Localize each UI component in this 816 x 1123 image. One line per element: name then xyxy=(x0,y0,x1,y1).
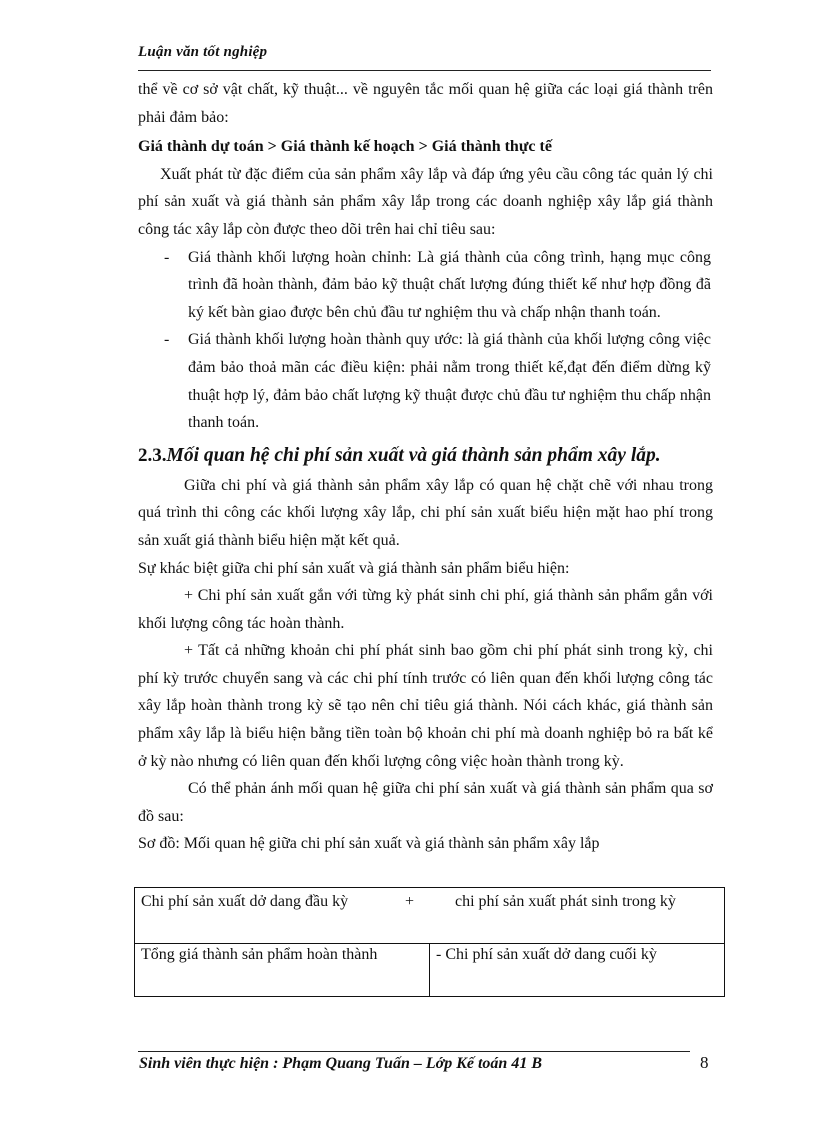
paragraph-relation: Giữa chi phí và giá thành sản phẩm xây lắp có quan hệ chặt chẽ với nhau trong quá trình thi công các khối lượng xây lắp, chi phí sản xuất biểu hiện mặt hao phí trong sản xuất giá thành biểu hiện mặt kết quả. xyxy=(138,476,713,549)
list-item-text: Giá thành khối lượng hoàn chỉnh: Là giá thành của công trình, hạng mục công trình đã hoàn thành, đảm bảo kỹ thuật chất lượng đúng thiết kế như hợp đồng đã ký kết bàn giao được bên chủ đầu tư nghiệm thu và chấp nhận thanh toán. xyxy=(188,248,711,321)
footer-author-line: Sinh viên thực hiện : Phạm Quang Tuấn – Lớp Kế toán 41 B xyxy=(139,1055,542,1072)
list-item xyxy=(138,244,713,327)
diagram-closing-wip-cost: - Chi phí sản xuất dở dang cuối kỳ xyxy=(436,946,657,963)
document-body xyxy=(138,76,713,858)
cost-relation-diagram xyxy=(134,887,725,997)
header-divider xyxy=(138,70,711,71)
diagram-total-cost: Tổng giá thành sản phẩm hoàn thành xyxy=(141,946,378,963)
diagram-period-cost: chi phí sản xuất phát sinh trong kỳ xyxy=(455,893,676,910)
footer-divider xyxy=(138,1051,690,1052)
diagram-caption: Sơ đồ: Mối quan hệ giữa chi phí sản xuất và giá thành sản phẩm xây lắp xyxy=(138,835,600,853)
diagram-column-divider xyxy=(429,943,430,996)
diagram-opening-wip-cost: Chi phí sản xuất dở dang đầu kỳ xyxy=(141,893,349,910)
price-order-statement: Giá thành dự toán > Giá thành kế hoạch > Giá thành thực tế xyxy=(138,138,552,156)
paragraph-continuation: thể về cơ sở vật chất, kỹ thuật... về nguyên tắc mối quan hệ giữa các loại giá thành trên phải đảm bảo: xyxy=(138,81,713,126)
bullet-dash: - xyxy=(164,331,170,349)
list-item-text: Giá thành khối lượng hoàn thành quy ước: là giá thành của khối lượng công việc đảm bảo thoả mãn các điều kiện: phải nằm trong thiết kế,đạt đến điểm dừng kỹ thuật hợp lý, đảm bảo chất lượng kỹ thuật được chủ đầu tư nghiệm thu chấp nhận thanh toán. xyxy=(188,331,711,432)
section-heading xyxy=(138,439,713,472)
running-header: Luận văn tốt nghiệp xyxy=(138,44,268,60)
bullet-dash: - xyxy=(164,248,170,266)
section-title: Mối quan hệ chi phí sản xuất và giá thành sản phẩm xây lắp. xyxy=(166,444,661,466)
bullet-list xyxy=(138,244,713,437)
paragraph-difference-2: + Tất cả những khoản chi phí phát sinh bao gồm chi phí phát sinh trong kỳ, chi phí kỳ trước chuyển sang và các chi phí tính trước có liên quan đến khối lượng công tác xây lắp hoàn thành trong kỳ sẽ tạo nên chỉ tiêu giá thành. Nói cách khác, giá thành sản phẩm xây lắp là biểu hiện bằng tiền toàn bộ khoản chi phí mà doanh nghiệp bỏ ra bất kể ở kỳ nào nhưng có liên quan đến khối lượng công việc hoàn thành trong kỳ. xyxy=(138,642,713,770)
paragraph-difference: Sự khác biệt giữa chi phí sản xuất và giá thành sản phẩm biểu hiện: xyxy=(138,559,570,577)
paragraph-intro: Xuất phát từ đặc điểm của sản phẩm xây lắp và đáp ứng yêu cầu công tác quản lý chi phí sản xuất và giá thành sản phẩm xây lắp trong các doanh nghiệp xây lắp giá thành công tác xây lắp còn được theo dõi trên hai chỉ tiêu sau: xyxy=(138,165,713,238)
paragraph-diagram-intro: Có thể phản ánh mối quan hệ giữa chi phí sản xuất và giá thành sản phẩm qua sơ đồ sau: xyxy=(138,780,713,825)
section-number: 2.3. xyxy=(138,444,167,466)
paragraph-difference-1: + Chi phí sản xuất gắn với từng kỳ phát sinh chi phí, giá thành sản phẩm gắn với khối lượng công tác hoàn thành. xyxy=(138,587,713,632)
list-item xyxy=(138,326,713,436)
diagram-plus-sign: + xyxy=(405,893,415,910)
page-number: 8 xyxy=(700,1053,709,1072)
